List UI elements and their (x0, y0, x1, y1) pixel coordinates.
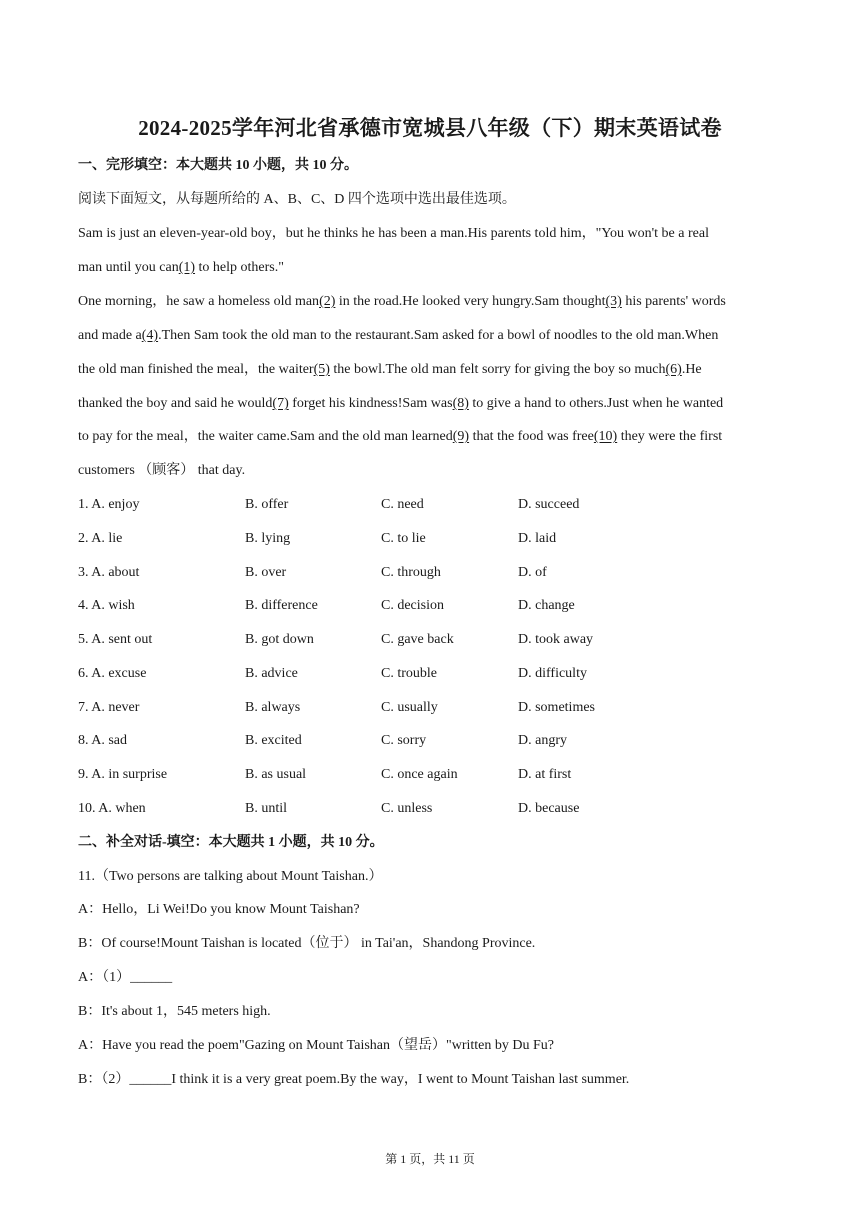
option-b: B. offer (245, 497, 289, 512)
text-span: One morning，he saw a homeless old man (78, 294, 320, 309)
option-a: 1. A. enjoy (78, 497, 140, 512)
blank-6: (6) (665, 362, 682, 377)
option-c: C. unless (381, 801, 433, 816)
text-span: and made a (78, 328, 142, 343)
option-c: C. once again (381, 767, 458, 782)
option-d: D. took away (518, 632, 594, 647)
option-a: 4. A. wish (78, 598, 135, 613)
text-span: in the road.He looked very hungry.Sam thought (335, 294, 606, 309)
dialogue-line: A：（1）______ (78, 970, 173, 985)
blank-7: (7) (272, 396, 289, 411)
blank-5: (5) (313, 362, 330, 377)
option-c: C. through (381, 565, 441, 580)
text-span: that the food was free (469, 429, 594, 444)
section1-heading: 一、完形填空：本大题共 10 小题，共 10 分。 (78, 158, 358, 173)
passage-line (78, 293, 726, 311)
blank-2: (2) (319, 294, 336, 309)
text-span: forget his kindness!Sam was (288, 396, 453, 411)
option-c: C. to lie (381, 531, 426, 546)
passage-line (78, 428, 722, 446)
option-d: D. difficulty (518, 666, 587, 681)
passage-line (78, 259, 284, 277)
text-span: the old man finished the meal，the waiter (78, 362, 314, 377)
question-11: 11.（Two persons are talking about Mount Taishan.） (78, 869, 383, 884)
option-d: D. at first (518, 767, 572, 782)
option-d: D. angry (518, 733, 567, 748)
text-span: .Then Sam took the old man to the restaurant.Sam asked for a bowl of noodles to the old man.When (158, 328, 719, 343)
option-d: D. because (518, 801, 580, 816)
option-c: C. trouble (381, 666, 437, 681)
option-c: C. sorry (381, 733, 427, 748)
option-d: D. sometimes (518, 700, 595, 715)
option-a: 9. A. in surprise (78, 767, 168, 782)
option-b: B. difference (245, 598, 318, 613)
option-d: D. laid (518, 531, 557, 546)
section2-heading: 二、补全对话-填空：本大题共 1 小题，共 10 分。 (78, 835, 384, 850)
dialogue-line: B：Of course!Mount Taishan is located（位于） in Tai'an，Shandong Province. (78, 936, 536, 951)
option-b: B. as usual (245, 767, 307, 782)
blank-4: (4) (141, 328, 159, 343)
blank-1: (1) (178, 260, 196, 275)
option-a: 10. A. when (78, 801, 146, 816)
option-a: 2. A. lie (78, 531, 123, 546)
text-span: his parents' words (621, 294, 726, 309)
option-b: B. advice (245, 666, 298, 681)
text-span: the bowl.The old man felt sorry for giving the boy so much (329, 362, 666, 377)
text-span: to pay for the meal，the waiter came.Sam and the old man learned (78, 429, 453, 444)
option-c: C. decision (381, 598, 444, 613)
passage-line (78, 395, 723, 413)
section1-instruction: 阅读下面短文，从每题所给的 A、B、C、D 四个选项中选出最佳选项。 (78, 192, 516, 207)
passage-line: customers （顾客） that day. (78, 463, 246, 478)
blank-10: (10) (593, 429, 618, 444)
exam-title: 2024-2025学年河北省承德市宽城县八年级（下）期末英语试卷 (138, 116, 722, 140)
option-a: 5. A. sent out (78, 632, 153, 647)
option-d: D. change (518, 598, 575, 613)
dialogue-line: A：Have you read the poem"Gazing on Mount Taishan（望岳）"written by Du Fu? (78, 1038, 554, 1053)
option-b: B. until (245, 801, 288, 816)
dialogue-line: B：（2）______I think it is a very great poem.By the way，I went to Mount Taishan last summer. (78, 1072, 630, 1087)
option-a: 3. A. about (78, 565, 140, 580)
option-a: 6. A. excuse (78, 666, 147, 681)
text-span: .He (681, 362, 702, 377)
option-c: C. usually (381, 700, 438, 715)
option-d: D. succeed (518, 497, 580, 512)
blank-3: (3) (605, 294, 622, 309)
passage-line (78, 327, 718, 345)
text-span: they were the first (617, 429, 723, 444)
blank-8: (8) (452, 396, 469, 411)
blank-9: (9) (452, 429, 470, 444)
option-b: B. got down (245, 632, 314, 647)
passage-line (78, 361, 702, 379)
dialogue-line: A：Hello，Li Wei!Do you know Mount Taishan? (78, 902, 360, 917)
text-span: to give a hand to others.Just when he wanted (468, 396, 724, 411)
option-a: 7. A. never (78, 700, 140, 715)
dialogue-line: B：It's about 1，545 meters high. (78, 1004, 271, 1019)
passage-line: Sam is just an eleven-year-old boy，but he thinks he has been a man.His parents told him，"You won't be a real (78, 226, 709, 241)
option-d: D. of (518, 565, 547, 580)
option-b: B. lying (245, 531, 291, 546)
option-a: 8. A. sad (78, 733, 127, 748)
page-footer: 第 1 页，共 11 页 (385, 1152, 475, 1166)
option-b: B. always (245, 700, 301, 715)
text-span: thanked the boy and said he would (78, 396, 273, 411)
option-b: B. excited (245, 733, 302, 748)
option-c: C. need (381, 497, 424, 512)
option-b: B. over (245, 565, 287, 580)
text-span: man until you can (78, 260, 179, 275)
text-span: to help others." (195, 260, 284, 275)
option-c: C. gave back (381, 632, 454, 647)
